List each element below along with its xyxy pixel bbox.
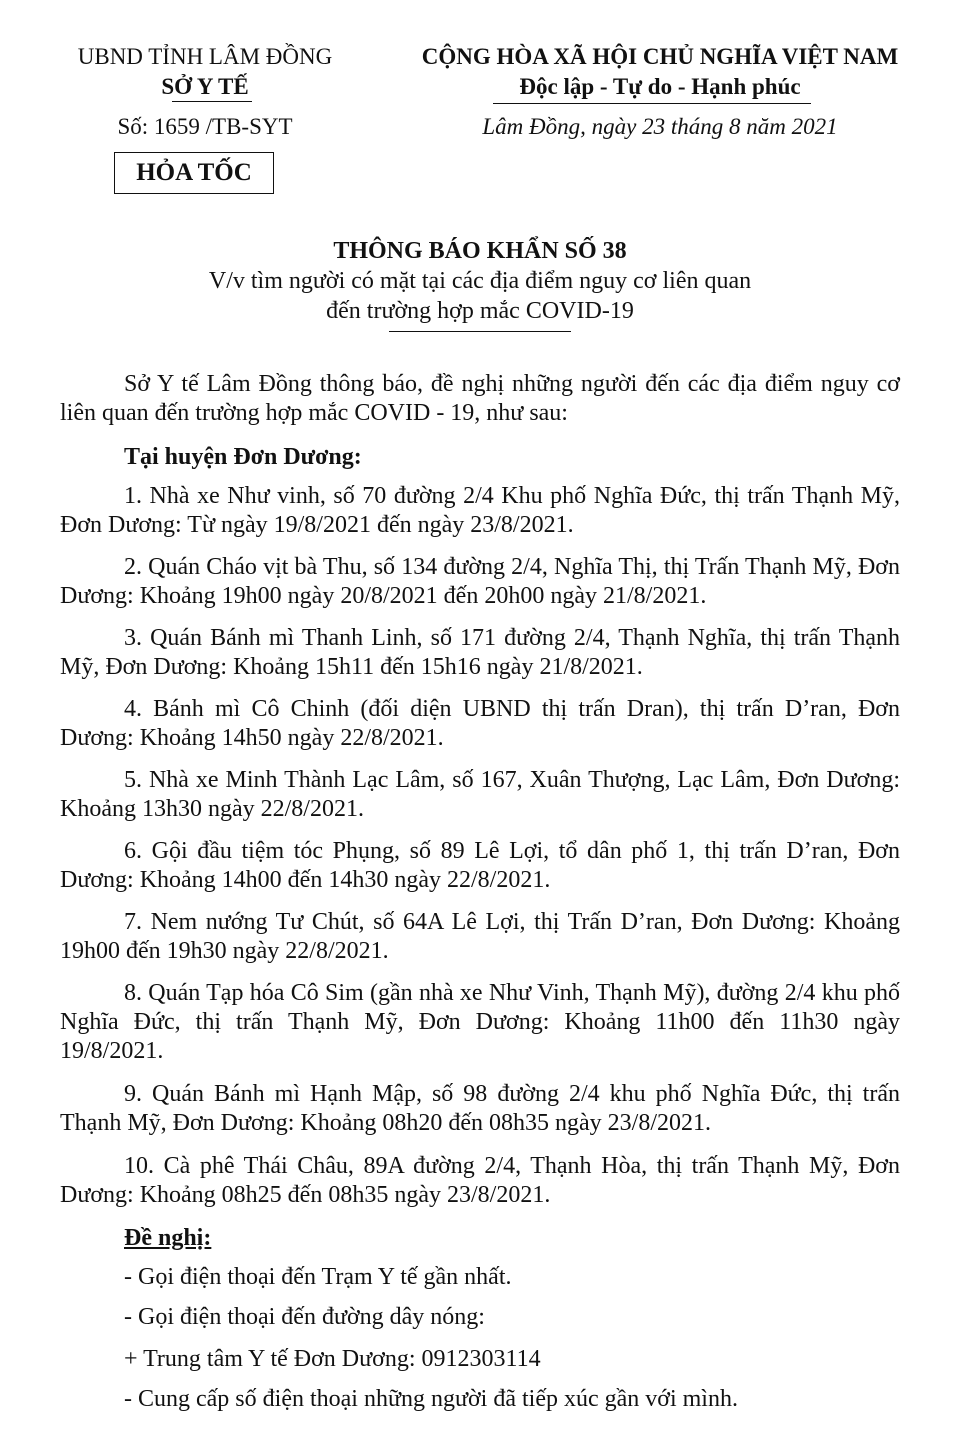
location-item: 4. Bánh mì Cô Chinh (đối diện UBND thị trấn Dran), thị trấn D’ran, Đơn Dương: Khoảng 14h50 ngày 22/8/2021. [60, 696, 900, 751]
location-item: 7. Nem nướng Tư Chút, số 64A Lê Lợi, thị Trấn D’ran, Đơn Dương: Khoảng 19h00 đến 19h30 ngày 22/8/2021. [60, 909, 900, 964]
location-item: 8. Quán Tạp hóa Cô Sim (gần nhà xe Như Vinh, Thạnh Mỹ), đường 2/4 khu phố Nghĩa Đức, thị trấn Thạnh Mỹ, Đơn Dương: Khoảng 11h00 đến 11h30 ngày 19/8/2021. [60, 980, 900, 1064]
intro-paragraph: Sở Y tế Lâm Đồng thông báo, đề nghị những người đến các địa điểm nguy cơ liên quan đến trường hợp mắc COVID - 19, như sau: [60, 371, 900, 426]
place-date: Lâm Đồng, ngày 23 tháng 8 năm 2021 [482, 114, 838, 139]
recommend-item: - Gọi điện thoại đến đường dây nóng: [124, 1304, 485, 1330]
notice-subject-line1: V/v tìm người có mặt tại các địa điểm nguy cơ liên quan [208, 268, 752, 294]
urgency-stamp: HỎA TỐC [114, 152, 274, 194]
national-motto: Độc lập - Tự do - Hạnh phúc [519, 74, 801, 99]
document-number: Số: 1659 /TB-SYT [117, 114, 293, 139]
motto-underline [493, 103, 811, 104]
recommend-item: + Trung tâm Y tế Đơn Dương: 0912303114 [124, 1346, 541, 1372]
location-item: 5. Nhà xe Minh Thành Lạc Lâm, số 167, Xuân Thượng, Lạc Lâm, Đơn Dương: Khoảng 13h30 ngày 22/8/2021. [60, 767, 900, 822]
location-item: 1. Nhà xe Như vinh, số 70 đường 2/4 Khu phố Nghĩa Đức, thị trấn Thạnh Mỹ, Đơn Dương: Từ ngày 19/8/2021 đến ngày 23/8/2021. [60, 483, 900, 538]
recommend-item: - Gọi điện thoại đến Trạm Y tế gần nhất. [124, 1264, 512, 1290]
agency-underline [172, 101, 252, 102]
location-item: 3. Quán Bánh mì Thanh Linh, số 171 đường 2/4, Thạnh Nghĩa, thị trấn Thạnh Mỹ, Đơn Dương: Khoảng 15h11 đến 15h16 ngày 21/8/2021. [60, 625, 900, 680]
national-title: CỘNG HÒA XÃ HỘI CHỦ NGHĨA VIỆT NAM [421, 44, 899, 69]
location-item: 2. Quán Cháo vịt bà Thu, số 134 đường 2/4, Nghĩa Thị, thị Trấn Thạnh Mỹ, Đơn Dương: Khoảng 19h00 ngày 20/8/2021 đến 20h00 ngày 21/8/2021. [60, 554, 900, 609]
agency-name: SỞ Y TẾ [161, 74, 249, 99]
title-underline [389, 331, 571, 332]
recommend-item: - Cung cấp số điện thoại những người đã tiếp xúc gần với mình. [124, 1386, 738, 1412]
district-heading: Tại huyện Đơn Dương: [124, 444, 362, 470]
notice-subject-line2: đến trường hợp mắc COVID-19 [326, 298, 634, 324]
notice-title: THÔNG BÁO KHẨN SỐ 38 [333, 238, 627, 264]
location-item: 9. Quán Bánh mì Hạnh Mập, số 98 đường 2/4 khu phố Nghĩa Đức, thị trấn Thạnh Mỹ, Đơn Dương: Khoảng 08h20 đến 08h35 ngày 23/8/2021. [60, 1081, 900, 1136]
recommend-heading: Đề nghị: [124, 1225, 212, 1251]
location-item: 6. Gội đầu tiệm tóc Phụng, số 89 Lê Lợi, tổ dân phố 1, thị trấn D’ran, Đơn Dương: Khoảng 14h00 đến 14h30 ngày 22/8/2021. [60, 838, 900, 893]
agency-parent: UBND TỈNH LÂM ĐỒNG [77, 44, 333, 69]
location-item: 10. Cà phê Thái Châu, 89A đường 2/4, Thạnh Hòa, thị trấn Thạnh Mỹ, Đơn Dương: Khoảng 08h25 đến 08h35 ngày 23/8/2021. [60, 1153, 900, 1208]
